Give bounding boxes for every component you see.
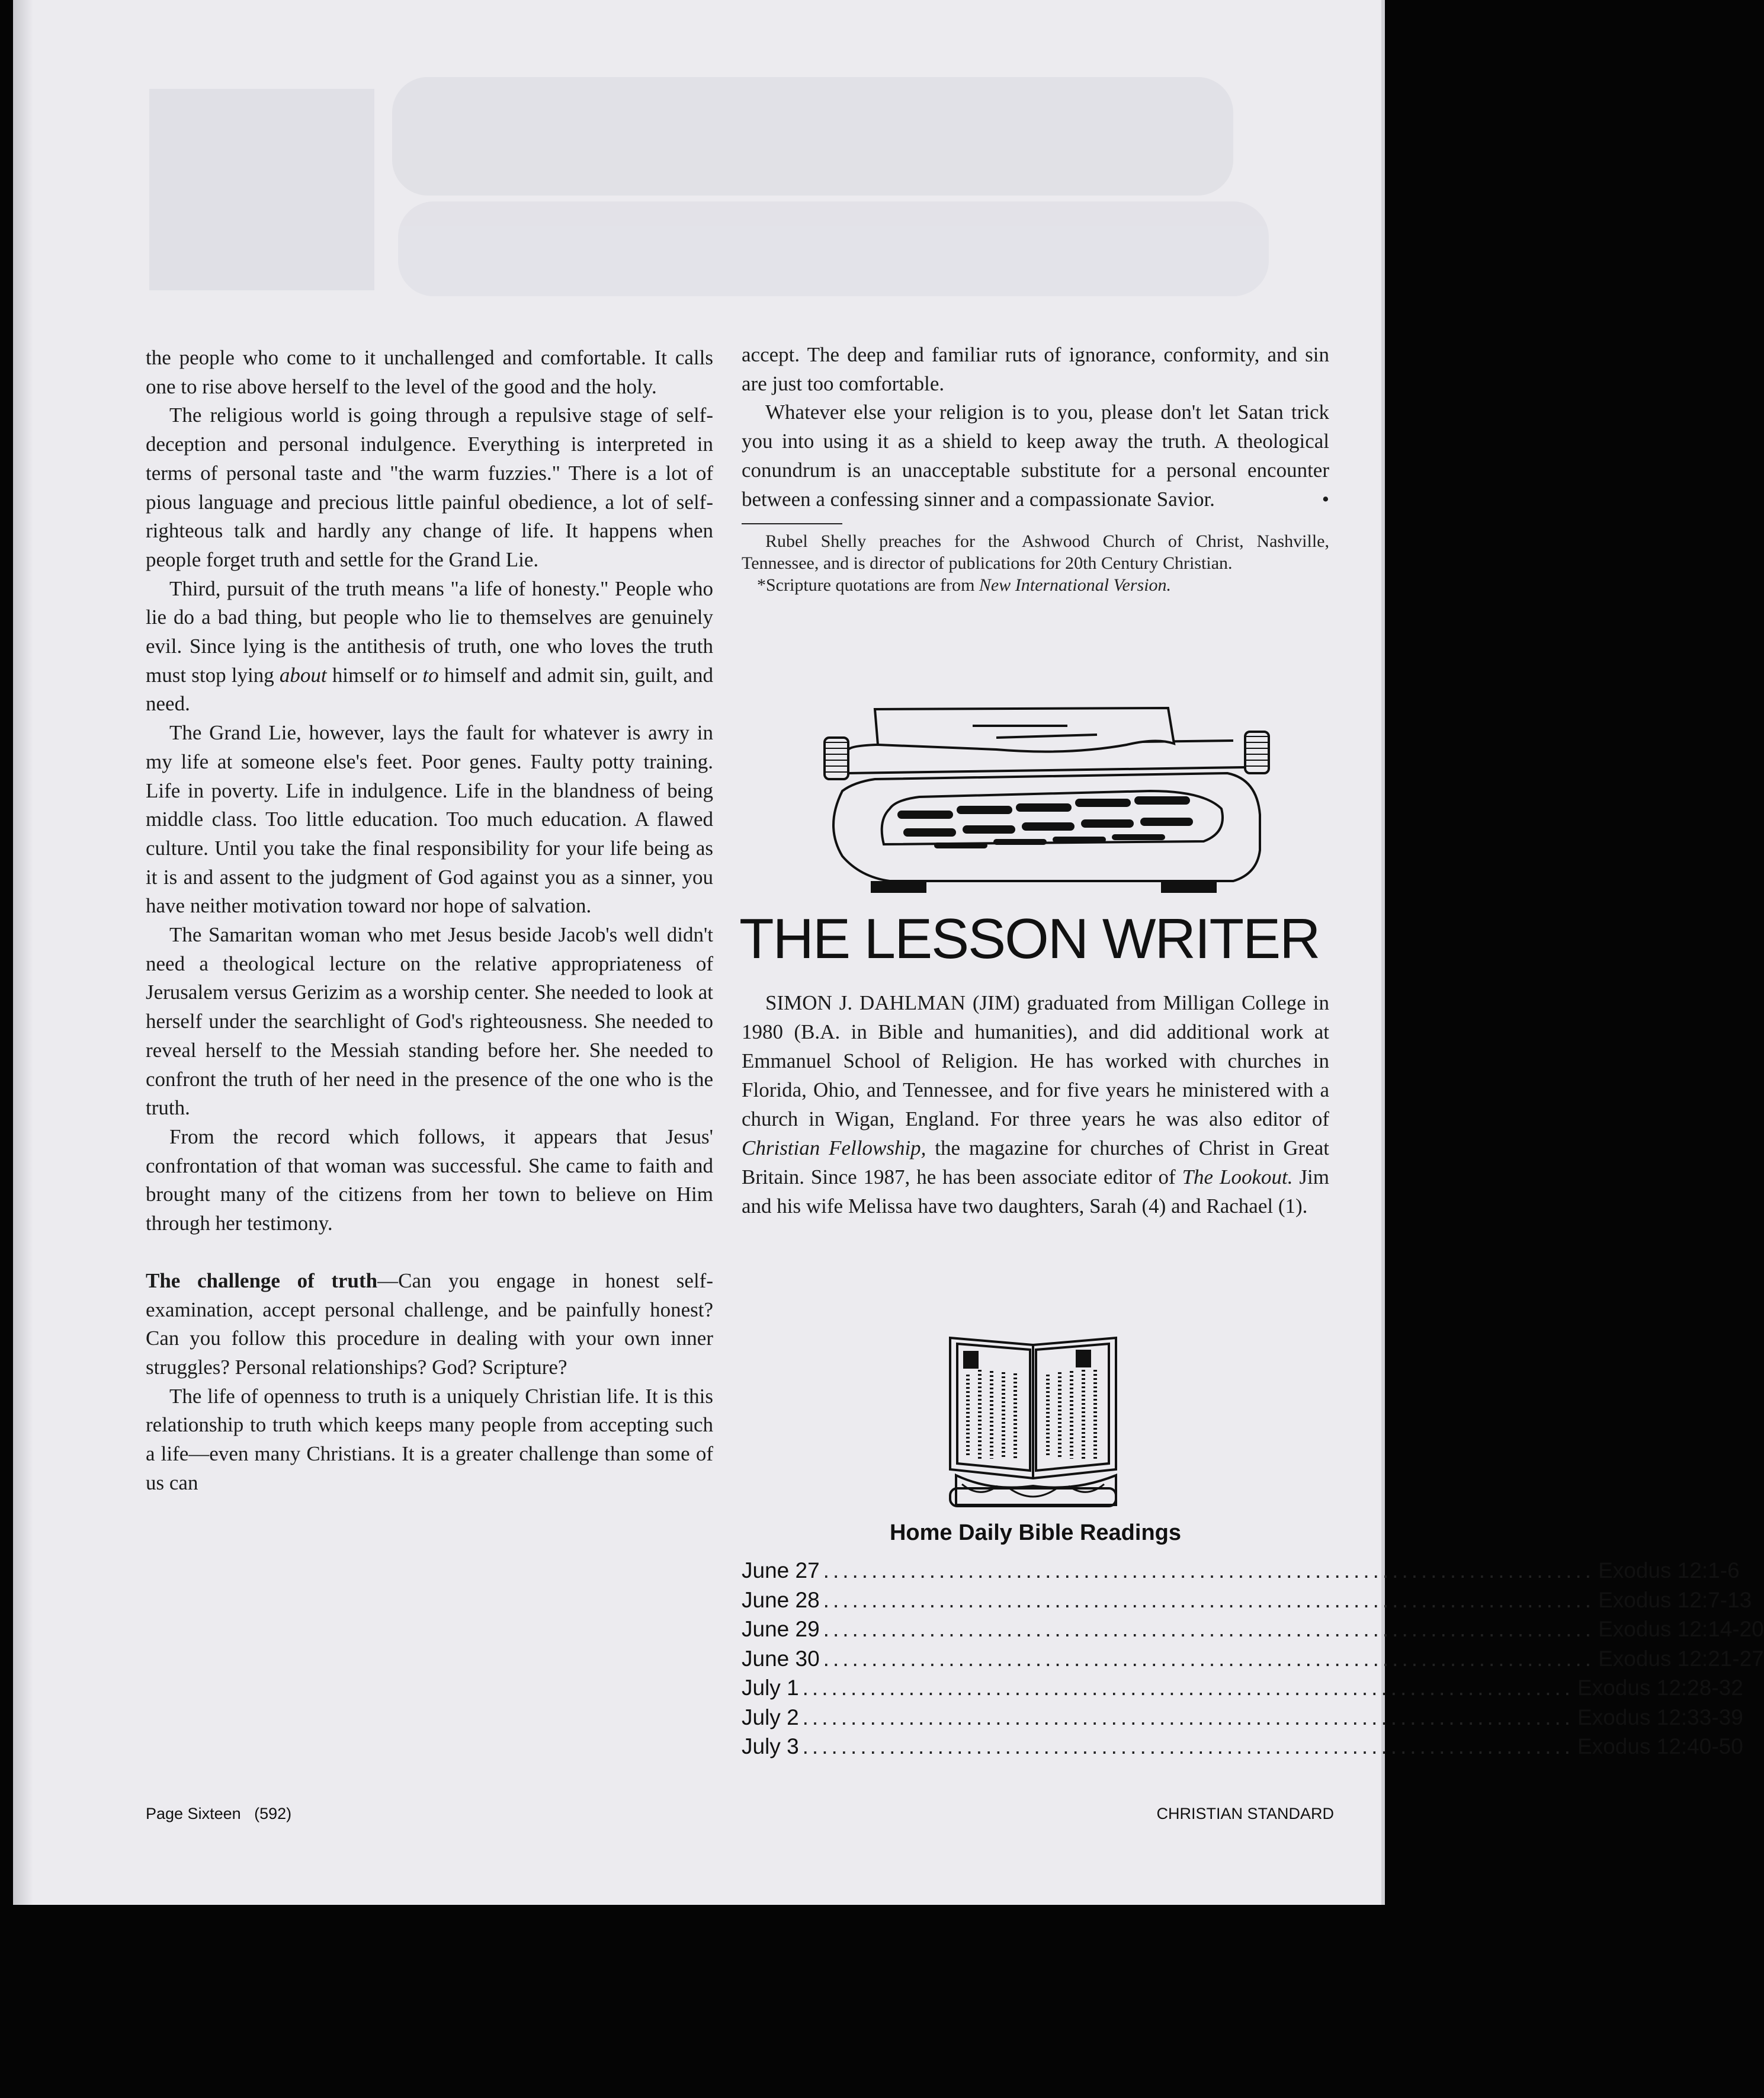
end-mark: •: [1322, 487, 1329, 511]
reading-date: June 27: [742, 1558, 820, 1583]
reading-row: June 28 ................................................................................ Exodus 12:7-13: [742, 1587, 1752, 1612]
reading-reference: Exodus 12:28-32: [1577, 1676, 1743, 1700]
reading-date: June 30: [742, 1646, 820, 1671]
reading-reference: Exodus 12:33-39: [1577, 1705, 1743, 1729]
reading-row: June 30 ................................................................................ Exodus 12:21-27: [742, 1646, 1764, 1671]
reading-date: June 28: [742, 1587, 820, 1612]
paragraph: the people who come to it unchallenged and comfortable. It calls one to rise above herself to the level of the good and the holy.: [146, 346, 713, 398]
reading-row: June 27 ................................................................................ Exodus 12:1-6: [742, 1558, 1740, 1583]
reading-date: July 1: [742, 1676, 799, 1700]
lesson-writer-title: THE LESSON WRITER: [739, 907, 1320, 970]
challenge-paragraph: The challenge of truth—Can you engage in honest self-examination, accept personal challenge, and be painfully honest? Can you follow this procedure in dealing with your own inner struggles? Personal relationships? God? Scripture?: [146, 1269, 713, 1379]
magazine-page: [13, 0, 1764, 1905]
reading-date: July 3: [742, 1734, 799, 1759]
reading-date: July 2: [742, 1705, 799, 1729]
lesson-writer-bio: [742, 988, 1329, 1221]
reading-reference: Exodus 12:40-50: [1577, 1734, 1743, 1759]
paragraph: The religious world is going through a repulsive stage of self-deception and personal indulgence. Everything is interpreted in terms of personal taste and "the warm fuzzies." There is a lot of pious language and precious little painful obedience, a lot of self-righteous talk and hardly any change of life. It happens when people forget truth and settle for the Grand Lie.: [146, 403, 713, 571]
paragraph: accept. The deep and familiar ruts of ignorance, conformity, and sin are just too comfortable.: [742, 343, 1329, 395]
note-rule: [742, 523, 842, 524]
reading-row: June 29 ................................................................................ Exodus 12:14-20: [742, 1617, 1764, 1641]
reading-reference: Exodus 12:1-6: [1598, 1558, 1740, 1583]
reading-row: July 1 ................................................................................ Exodus 12:28-32: [742, 1676, 1743, 1700]
paragraph: From the record which follows, it appears that Jesus' confrontation of that woman was successful. She came to faith and brought many of the citizens from her town to believe on Him through her testimony.: [146, 1125, 713, 1235]
paragraph-closing: Whatever else your religion is to you, please don't let Satan trick you into using it as a shield to keep away the truth. A theological conundrum is an unacceptable substitute for a personal encounter between a confessing sinner and a compassionate Savior. •: [742, 398, 1329, 514]
scripture-note: *Scripture quotations are from New International Version.: [757, 575, 1172, 595]
open-bible-icon: [944, 1333, 1122, 1511]
page-number: Page Sixteen (592): [146, 1805, 292, 1822]
reading-reference: Exodus 12:7-13: [1598, 1587, 1752, 1612]
reading-reference: Exodus 12:21-27: [1598, 1646, 1764, 1671]
bible-readings-list: [742, 1558, 1764, 1764]
reading-row: July 2 ................................................................................ Exodus 12:33-39: [742, 1705, 1743, 1729]
publication-name: CHRISTIAN STANDARD: [1156, 1805, 1334, 1822]
run-in-heading: The challenge of truth: [146, 1269, 378, 1292]
paragraph: The Samaritan woman who met Jesus beside Jacob's well didn't need a theological lecture on the relative appropriateness of Jerusalem versus Gerizim as a worship center. She needed to look at herself under the searchlight of God's righteousness. She needed to reveal herself to the Messiah standing before her. She needed to confront the truth of her need in the presence of the one who is the truth.: [146, 923, 713, 1120]
paragraph: The Grand Lie, however, lays the fault for whatever is awry in my life at someone else's feet. Poor genes. Faulty potty training. Life in poverty. Life in indulgence. Life in the blandness of being middle class. Too little education. Too much education. A flawed culture. Until you take the final responsibility for your life being as it is and assent to the judgment of God against you as a sinner, you have neither motivation toward nor hope of salvation.: [146, 721, 713, 918]
reading-row: July 3 ................................................................................ Exodus 12:40-50: [742, 1734, 1743, 1759]
right-column: [742, 341, 1329, 596]
show-through-bleed: [149, 65, 1269, 302]
readings-title: Home Daily Bible Readings: [889, 1520, 1181, 1545]
paragraph: The life of openness to truth is a uniquely Christian life. It is this relationship to truth which keeps many people from accepting such a life—even many Christians. It is a greater challenge than some of us can: [146, 1384, 713, 1494]
bio-paragraph: SIMON J. DAHLMAN (JIM) graduated from Milligan College in 1980 (B.A. in Bible and humanities), and did additional work at Emmanuel School of Religion. He has worked with churches in Florida, Ohio, and Tennessee, and for five years he ministered with a church in Wigan, England. For three years he was also editor of Christian Fellowship, the magazine for churches of Christ in Great Britain. Since 1987, he has been associate editor of The Lookout. Jim and his wife Melissa have two daughters, Sarah (4) and Rachael (1).: [742, 991, 1329, 1218]
reading-date: June 29: [742, 1617, 820, 1641]
page-edge-shadow: [13, 0, 33, 1905]
typewriter-icon: [819, 708, 1275, 898]
left-column: [146, 344, 713, 1497]
paragraph-honesty: Third, pursuit of the truth means "a life of honesty." People who lie do a bad thing, but people who lie to themselves are genuinely evil. Since lying is the antithesis of truth, one who loves the truth must stop lying about himself or to himself and admit sin, guilt, and need.: [146, 576, 713, 716]
reading-reference: Exodus 12:14-20: [1598, 1617, 1764, 1641]
author-note: Rubel Shelly preaches for the Ashwood Church of Christ, Nashville, Tennessee, and is director of publications for 20th Century Christian.: [742, 531, 1329, 574]
